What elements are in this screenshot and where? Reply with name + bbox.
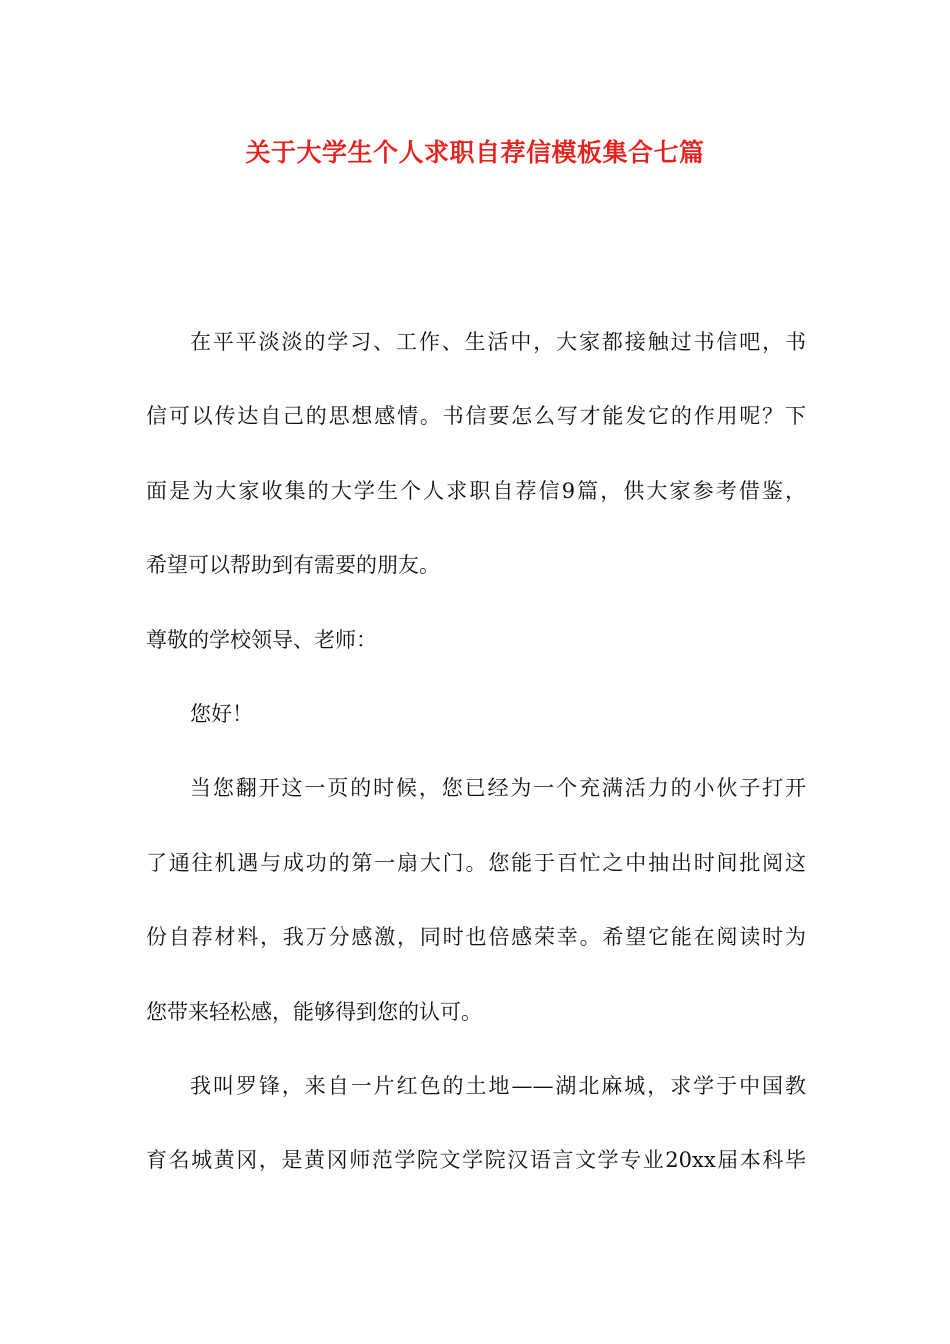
paragraph-line: 当您翻开这一页的时候，您已经为一个充满活力的小伙子打开: [190, 776, 806, 801]
paragraph-line: 在平平淡淡的学习、工作、生活中，大家都接触过书信吧，书: [190, 330, 806, 354]
paragraph-line: 份自荐材料，我万分感激，同时也倍感荣幸。希望它能在阅读时为: [146, 925, 806, 950]
paragraph-line: 了通往机遇与成功的第一扇大门。您能于百忙之中抽出时间批阅这: [146, 850, 806, 875]
paragraph-line: 您带来轻松感，能够得到您的认可。: [146, 999, 482, 1024]
paragraph-line: 面是为大家收集的大学生个人求职自荐信9篇，供大家参考借鉴，: [146, 478, 806, 503]
greeting-line: 您好！: [190, 701, 253, 726]
paragraph-line: 希望可以帮助到有需要的朋友。: [146, 553, 440, 578]
salutation-line: 尊敬的学校领导、老师：: [146, 627, 377, 652]
document-body: [146, 322, 806, 1215]
paragraph-line: 我叫罗锋，来自一片红色的土地——湖北麻城，求学于中国教: [190, 1073, 806, 1098]
paragraph-line: 信可以传达自己的思想感情。书信要怎么写才能发它的作用呢？下: [146, 404, 806, 429]
document-title: 关于大学生个人求职自荐信模板集合七篇: [245, 138, 705, 167]
paragraph-line: 育名城黄冈，是黄冈师范学院文学院汉语言文学专业20xx届本科毕: [146, 1148, 806, 1173]
